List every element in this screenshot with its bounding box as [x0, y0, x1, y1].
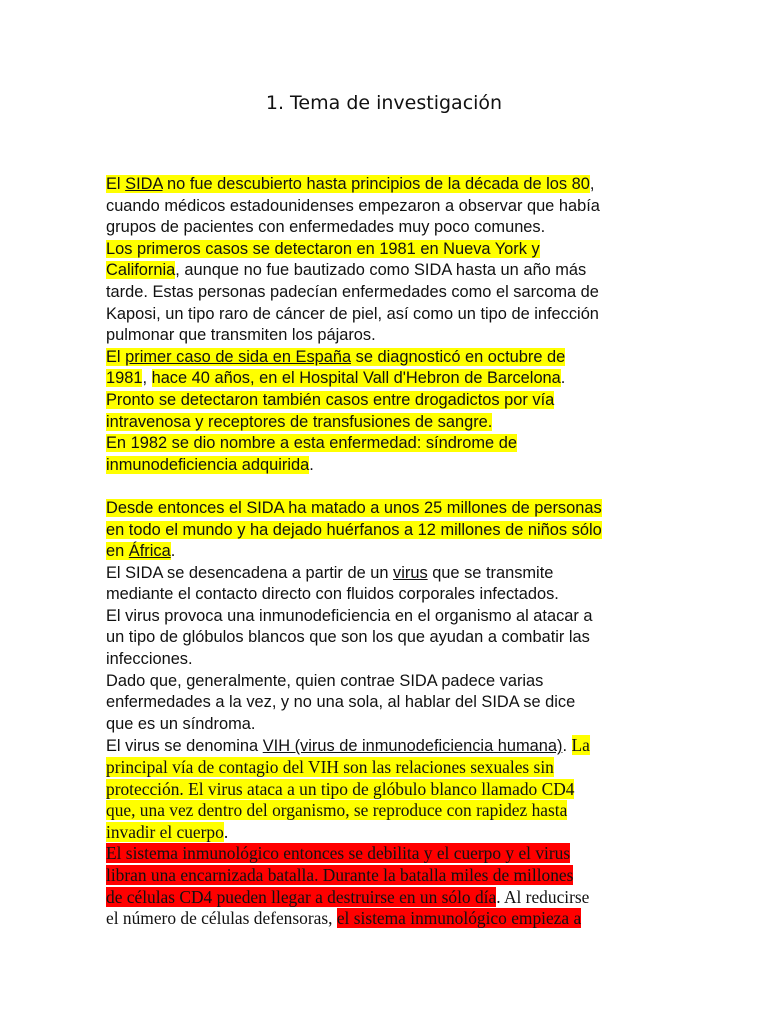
highlighted-text: Pronto se detectaron también casos entre drogadictos por vía — [106, 390, 555, 409]
text-line — [106, 390, 666, 412]
text-line — [106, 282, 666, 304]
text-segment: , — [589, 175, 595, 193]
highlighted-text: California — [106, 261, 176, 280]
highlighted-text: protección. El virus ataca a un tipo de glóbulo blanco llamado CD4 — [106, 778, 575, 799]
text-line — [106, 498, 666, 520]
underlined-link-text: SIDA — [125, 175, 163, 193]
text-segment: , — [142, 369, 152, 388]
text-line — [106, 412, 666, 434]
highlighted-text: El sistema inmunológico entonces se debilita y el cuerpo y el virus — [106, 843, 571, 864]
highlighted-text: se diagnosticó en octubre de — [351, 347, 566, 366]
text-segment: cuando médicos estadounidenses empezaron a observar que había — [106, 196, 600, 215]
underlined-link-text: primer caso de sida en España — [125, 347, 352, 366]
highlighted-text: el sistema inmunológico empieza a — [336, 908, 582, 929]
text-line — [106, 843, 666, 865]
text-segment: . Al reducirse — [496, 886, 590, 907]
underlined-link-text: VIH (virus de inmunodeficiencia humana) — [262, 737, 563, 756]
text-line — [106, 563, 666, 585]
text-line — [106, 368, 666, 390]
highlighted-text: intravenosa y receptores de transfusiones de sangre. — [106, 412, 493, 431]
underlined-link-text: virus — [393, 563, 428, 582]
highlighted-text: invadir el cuerpo — [106, 821, 224, 842]
text-segment: . — [170, 542, 176, 561]
highlighted-text: hace 40 años, en el Hospital Vall d'Hebron de Barcelona — [151, 369, 561, 388]
text-line — [106, 714, 666, 736]
highlighted-text: Los primeros casos se detectaron en 1981 en Nueva York y — [106, 239, 540, 258]
text-line — [106, 304, 666, 326]
text-line — [106, 174, 666, 196]
highlighted-text: libran una encarnizada batalla. Durante la batalla miles de millones — [106, 865, 574, 885]
highlighted-text: El — [106, 175, 126, 193]
highlighted-text: inmunodeficiencia adquirida — [106, 455, 310, 474]
text-segment: . — [223, 821, 229, 842]
text-line — [106, 347, 666, 369]
text-line — [106, 239, 666, 261]
text-segment: enfermedades a la vez, y no una sola, al hablar del SIDA se dice — [106, 693, 576, 712]
highlighted-text: que, una vez dentro del organismo, se reproduce con rapidez hasta — [106, 800, 568, 821]
text-line — [106, 865, 666, 887]
text-segment: mediante el contacto directo con fluidos corporales infectados. — [106, 585, 559, 604]
highlighted-text: no fue descubierto hasta principios de la década de los 80 — [162, 175, 590, 193]
text-line — [106, 260, 666, 282]
text-segment: el número de células defensoras, — [106, 908, 337, 929]
text-segment: grupos de pacientes con enfermedades muy poco comunes. — [106, 218, 546, 237]
text-line — [106, 822, 666, 844]
text-line — [106, 757, 666, 779]
text-segment: El SIDA se desencadena a partir de un — [106, 563, 394, 582]
text-line — [106, 908, 666, 930]
highlighted-text: La — [571, 735, 590, 756]
text-line — [106, 735, 666, 757]
text-segment: tarde. Estas personas padecían enfermedades como el sarcoma de — [106, 282, 599, 301]
text-line — [106, 606, 666, 628]
text-segment: infecciones. — [106, 650, 193, 669]
text-segment: Kaposi, un tipo raro de cáncer de piel, así como un tipo de infección — [106, 304, 599, 323]
underlined-link-text: África — [128, 542, 171, 561]
highlighted-text: de células CD4 pueden llegar a destruirse en un sólo día — [106, 886, 497, 907]
highlighted-text: principal vía de contagio del VIH son las relaciones sexuales sin — [106, 757, 554, 778]
highlighted-text: 1981 — [106, 369, 143, 388]
text-line — [106, 692, 666, 714]
highlighted-text: En 1982 se dio nombre a esta enfermedad: síndrome de — [106, 434, 517, 453]
text-segment: El virus provoca una inmunodeficiencia en el organismo al atacar a — [106, 606, 593, 625]
blank-line — [106, 476, 666, 498]
text-segment: . — [309, 455, 314, 474]
text-line — [106, 584, 666, 606]
text-segment: un tipo de glóbulos blancos que son los que ayudan a combatir las — [106, 628, 590, 647]
document-body — [106, 174, 666, 930]
text-segment: Dado que, generalmente, quien contrae SIDA padece varias — [106, 671, 544, 690]
text-line — [106, 455, 666, 477]
text-line — [106, 887, 666, 909]
text-line — [106, 433, 666, 455]
highlighted-text: en todo el mundo y ha dejado huérfanos a 12 millones de niños sólo — [106, 520, 602, 539]
highlighted-text: en — [106, 542, 129, 561]
text-line — [106, 649, 666, 671]
text-line — [106, 779, 666, 801]
text-line — [106, 217, 666, 239]
text-segment: . — [560, 369, 566, 388]
text-segment: El virus se denomina — [106, 737, 263, 756]
text-segment: , aunque no fue bautizado como SIDA hasta un año más — [175, 261, 587, 280]
text-segment: . — [562, 737, 572, 756]
text-line — [106, 671, 666, 693]
text-line — [106, 196, 666, 218]
text-line — [106, 541, 666, 563]
highlighted-text: El — [106, 347, 126, 366]
text-line — [106, 627, 666, 649]
text-line — [106, 325, 666, 347]
text-line — [106, 800, 666, 822]
text-segment: que se transmite — [427, 563, 554, 582]
text-segment: que es un síndroma. — [106, 714, 256, 733]
text-segment: pulmonar que transmiten los pájaros. — [106, 326, 376, 345]
highlighted-text: Desde entonces el SIDA ha matado a unos 25 millones de personas — [106, 498, 602, 517]
text-line — [106, 520, 666, 542]
document-title: 1. Tema de investigación — [265, 92, 503, 114]
